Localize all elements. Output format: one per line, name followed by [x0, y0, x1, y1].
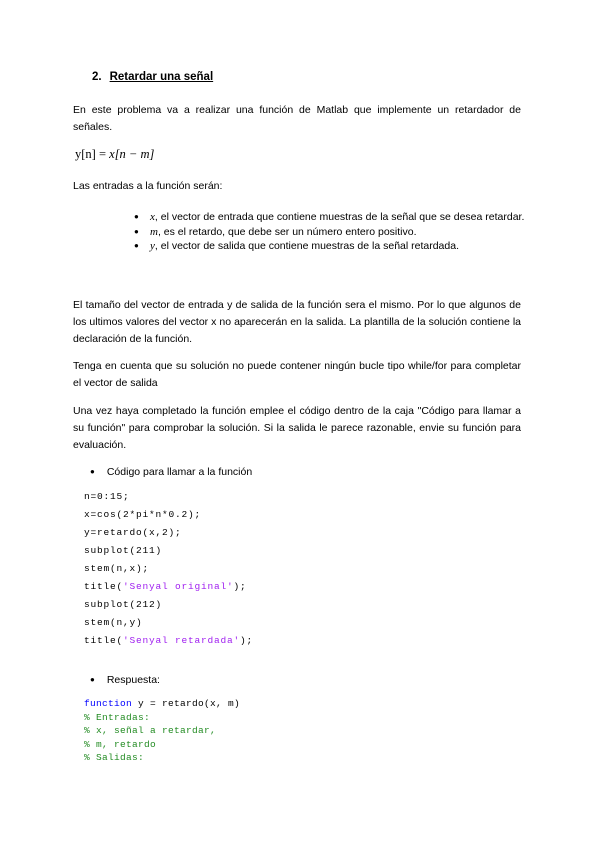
bullet-dot-icon: ● [90, 467, 95, 476]
section-heading [92, 71, 213, 83]
section-title: Retardar una señal [109, 71, 214, 83]
code-call-label [90, 466, 252, 478]
loop-paragraph: Tenga en cuenta que su solución no puede contener ningún bucle tipo while/for para completar el vector de salida [73, 360, 521, 389]
bullet-dot-icon: ● [90, 675, 95, 684]
code-line: stem(n,x); [84, 563, 150, 574]
code-call-label-text: Código para llamar a la función [106, 466, 253, 478]
code-line: subplot(212) [84, 599, 163, 610]
answer-label-text: Respuesta: [106, 674, 160, 686]
section-number: 2. [92, 71, 102, 83]
inputs-label: Las entradas a la función serán: [73, 180, 223, 192]
code-line: title('Senyal retardada'); [84, 635, 254, 646]
code-comment: % Salidas: [84, 752, 145, 764]
bullet-variable: x [150, 211, 155, 223]
code-comment: % Entradas: [84, 711, 151, 723]
list-item [134, 225, 526, 240]
bullet-text: , el vector de salida que contiene muestras de la señal retardada. [154, 240, 459, 252]
answer-label [90, 674, 160, 686]
bullet-text: , es el retardo, que debe ser un número entero positivo. [157, 225, 417, 238]
intro-paragraph: En este problema va a realizar una función de Matlab que implemente un retardador de señales. [73, 104, 521, 133]
bullet-variable: y [150, 240, 155, 252]
code-line: stem(n,y) [84, 617, 143, 628]
code-keyword: function [84, 698, 133, 709]
list-item [134, 210, 526, 225]
delay-formula [75, 147, 154, 162]
code-string: 'Senyal retardada' [123, 635, 241, 646]
code-line: title('Senyal original'); [84, 581, 247, 592]
code-line: subplot(211) [84, 545, 163, 556]
code-line: x=cos(2*pi*n*0.2); [84, 509, 202, 520]
formula-equals: = [95, 147, 110, 161]
inputs-list [134, 210, 526, 254]
code-comment: % m, retardo [84, 738, 157, 750]
list-item [134, 239, 526, 254]
size-paragraph: El tamaño del vector de entrada y de salida de la función sera el mismo. Por lo que algunos de los ultimos valores del vector x no aparecerán en la salida. La plantilla de la solución contiene la declaración de la función. [73, 299, 521, 345]
formula-rhs: x[n − m] [109, 147, 155, 161]
code-string: 'Senyal original' [123, 581, 234, 592]
answer-code-block [84, 697, 240, 765]
bullet-variable: m [150, 225, 158, 238]
bullet-text: , el vector de entrada que contiene muestras de la señal que se desea retardar. [154, 211, 525, 223]
code-call-block [84, 488, 253, 650]
code-comment: % x, señal a retardar, [84, 725, 217, 737]
code-line: function y = retardo(x, m) [84, 698, 241, 709]
call-paragraph: Una vez haya completado la función emplee el código dentro de la caja "Código para llamar a su función" para comprobar la solución. Si la salida le parece razonable, envie su función para evaluación. [73, 405, 521, 451]
formula-lhs: y[n] [75, 147, 96, 161]
code-line: y=retardo(x,2); [84, 527, 182, 538]
code-line: n=0:15; [84, 491, 130, 502]
